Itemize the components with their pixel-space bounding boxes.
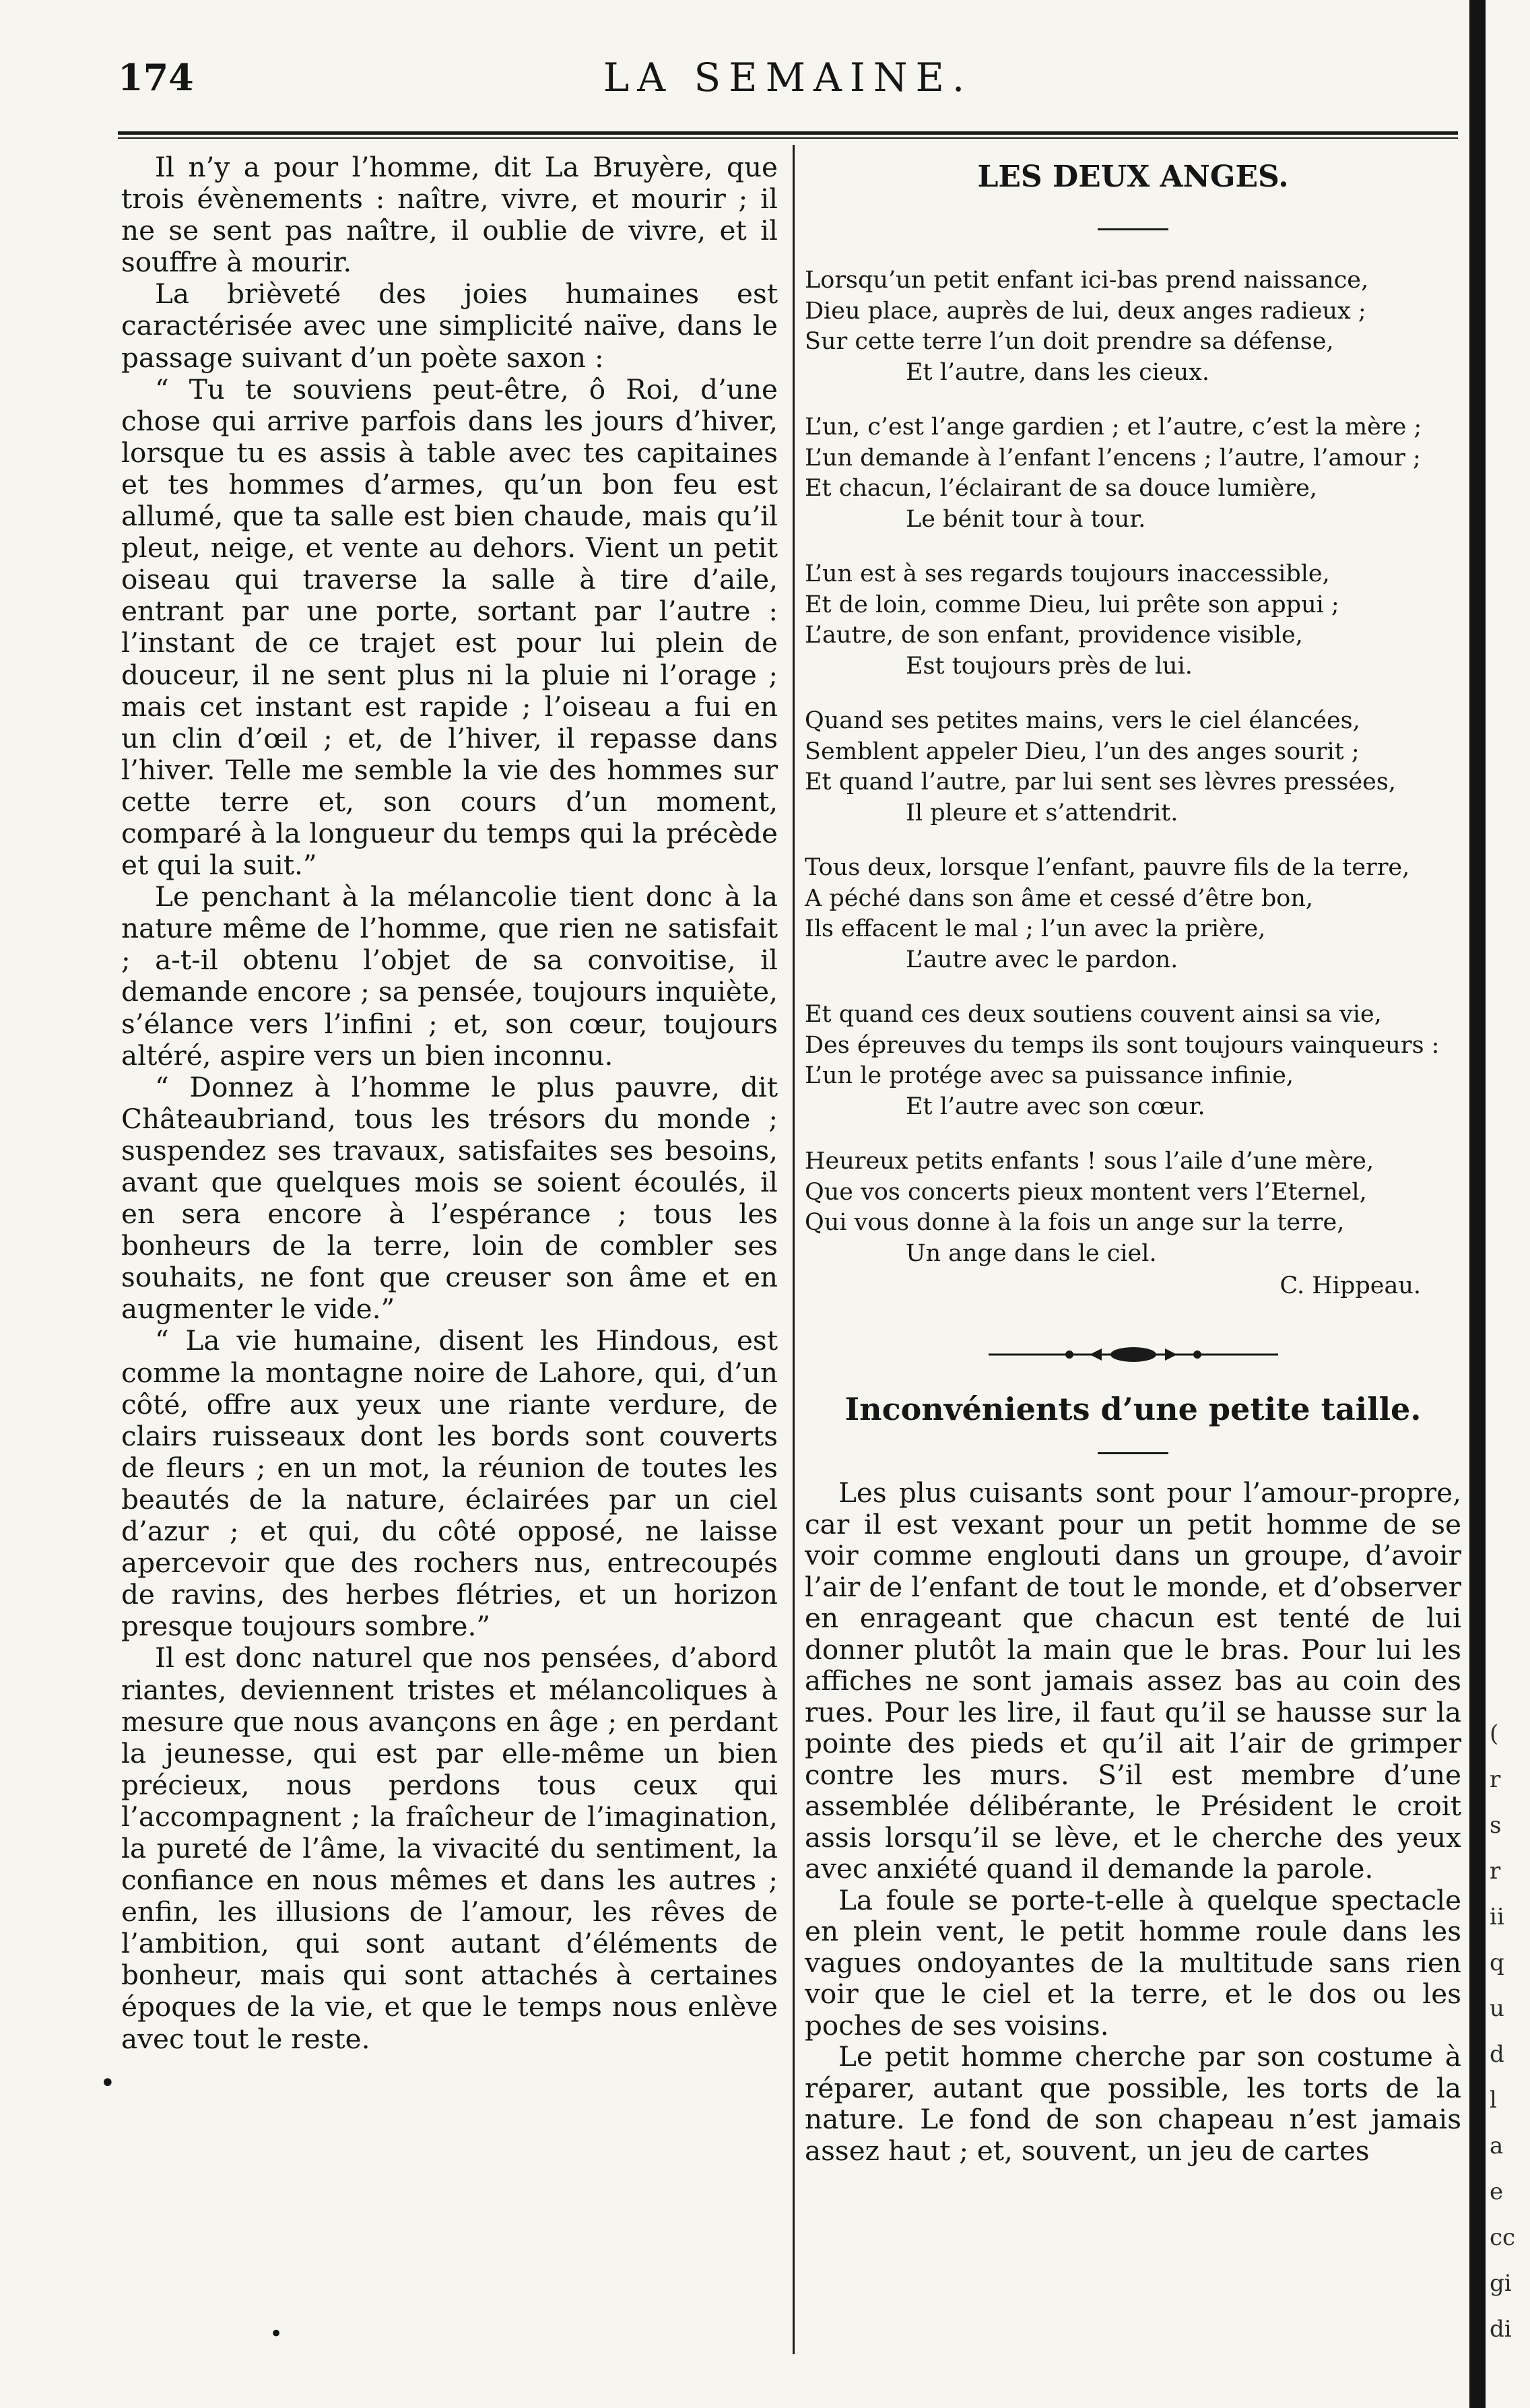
journal-title: LA SEMAINE.: [603, 55, 973, 100]
header-rule: [118, 131, 1458, 135]
margin-fragment: cc: [1490, 2224, 1516, 2251]
poem-line: A péché dans son âme et cessé d’être bon,: [805, 884, 1313, 912]
paragraph: La brièveté des joies humaines est caractérisée avec une simplicité naïve, dans le passage suivant d’un poète saxon :: [121, 278, 778, 374]
margin-fragment: r: [1490, 1858, 1501, 1885]
poem-line: Et l’autre avec son cœur.: [906, 1093, 1205, 1120]
poem-stanza: [805, 853, 1461, 975]
header-rule-thin: [118, 137, 1458, 139]
poem-line: Il pleure et s’attendrit.: [906, 799, 1178, 826]
page-header: [118, 51, 1458, 104]
paragraph: Les plus cuisants sont pour l’amour-propre, car il est vexant pour un petit homme de se voir comme englouti dans un groupe, d’avoir l’air de l’enfant de tout le monde, et d’observer en enrageant que chacun est tenté de lui donner plutôt la main que le bras. Pour lui les affiches ne sont jamais assez bas au coin des rues. Pour les lire, il faut qu’il se hausse sur la pointe des pieds et qu’il ait l’air de grimper contre les murs. S’il est membre d’une assemblée délibérante, le Président le croit assis lorsqu’il se lève, et le cherche des yeux avec anxiété quand il demande la parole.: [805, 1476, 1461, 1885]
paragraph: Il n’y a pour l’homme, dit La Bruyère, que trois évènements : naître, vivre, et mourir ; il ne se sent pas naître, il oublie de vivre, et il souffre à mourir.: [121, 151, 778, 279]
poem-line: Sur cette terre l’un doit prendre sa défense,: [805, 328, 1334, 355]
margin-fragments: [1490, 1711, 1530, 2352]
poem-line: Et quand l’autre, par lui sent ses lèvres pressées,: [805, 769, 1396, 795]
margin-fragment: u: [1490, 1995, 1504, 2022]
title-dash: [1098, 1452, 1168, 1454]
poem-line: Dieu place, auprès de lui, deux anges radieux ;: [805, 297, 1366, 325]
ornament-divider: [989, 1344, 1278, 1365]
paragraph: La foule se porte-t-elle à quelque spectacle en plein vent, le petit homme roule dans les vagues ondoyantes de la multitude sans rien voir que le ciel et la terre, et le dos ou les poches de ses voisins.: [805, 1883, 1461, 2042]
poem-stanza: [805, 706, 1461, 828]
poem-title: LES DEUX ANGES.: [977, 160, 1289, 194]
poem-stanza: [805, 559, 1461, 682]
poem-line: Ils effacent le mal ; l’un avec la prière,: [805, 915, 1266, 942]
poem-line: L’un, c’est l’ange gardien ; et l’autre, c’est la mère ;: [805, 414, 1422, 441]
poem-line: Tous deux, lorsque l’enfant, pauvre fils de la terre,: [805, 854, 1410, 881]
column-divider: [793, 145, 795, 2354]
article-title: Inconvénients d’une petite taille.: [844, 1391, 1422, 1427]
poem-stanza: [805, 1000, 1461, 1122]
poem-author: C. Hippeau.: [1279, 1272, 1421, 1299]
poem-line: L’autre avec le pardon.: [906, 946, 1178, 973]
poem-line: Et l’autre, dans les cieux.: [906, 358, 1210, 386]
poem-stanza: [805, 265, 1461, 388]
poem-line: Est toujours près de lui.: [906, 652, 1193, 680]
paragraph: Le petit homme cherche par son costume à réparer, autant que possible, les torts de la nature. Le fond de son chapeau n’est jamais assez haut ; et, souvent, un jeu de cartes: [805, 2040, 1461, 2167]
left-column: [121, 152, 778, 2055]
poem-stanza: [805, 412, 1461, 535]
page-number: 174: [118, 56, 194, 99]
margin-fragment: s: [1490, 1812, 1502, 1839]
poem-line: L’un demande à l’enfant l’encens ; l’autre, l’amour ;: [805, 444, 1421, 471]
poem-line: Semblent appeler Dieu, l’un des anges sourit ;: [805, 738, 1360, 765]
poem-stanza: [805, 1146, 1461, 1269]
poem-line: Le bénit tour à tour.: [906, 505, 1146, 533]
poem-line: Quand ses petites mains, vers le ciel élancées,: [805, 707, 1360, 734]
poem-line: Un ange dans le ciel.: [906, 1239, 1157, 1267]
poem-line: L’un est à ses regards toujours inaccessible,: [805, 560, 1330, 587]
margin-fragment: a: [1490, 2133, 1504, 2159]
title-dash: [1098, 228, 1168, 230]
margin-fragment: q: [1490, 1949, 1504, 1976]
paragraph: “ Tu te souviens peut-être, ô Roi, d’une chose qui arrive parfois dans les jours d’hiver, lorsque tu es assis à table avec tes capitaines et tes hommes d’armes, qu’un bon feu est allumé, que ta salle est bien chaude, mais qu’il pleut, neige, et vente au dehors. Vient un petit oiseau qui traverse la salle à tire d’aile, entrant par une porte, sortant par l’autre : l’instant de ce trajet est pour lui plein de douceur, il ne sent plus ni la pluie ni l’orage ; mais cet instant est rapide ; l’oiseau a fui en un clin d’œil ; et, de l’hiver, il repasse dans l’hiver. Telle me semble la vie des hommes sur cette terre et, son cours d’un moment, comparé à la longueur du temps qui la précède et qui la suit.”: [121, 372, 778, 882]
poem-line: Des épreuves du temps ils sont toujours vainqueurs :: [805, 1031, 1440, 1059]
poem-line: L’autre, de son enfant, providence visible,: [805, 622, 1303, 649]
poem-line: Lorsqu’un petit enfant ici-bas prend naissance,: [805, 267, 1369, 294]
poem-line: Heureux petits enfants ! sous l’aile d’une mère,: [805, 1148, 1374, 1175]
margin-fragment: gi: [1490, 2270, 1512, 2297]
margin-bullet: •: [100, 2068, 116, 2099]
margin-fragment: di: [1490, 2316, 1512, 2343]
margin-fragment: l: [1490, 2087, 1497, 2114]
paragraph: “ Donnez à l’homme le plus pauvre, dit Châteaubriand, tous les trésors du monde ; suspendez ses travaux, satisfaites ses besoins, avant que quelques mois se soient écoulés, il en sera encore à l’espérance ; tous les bonheurs de la terre, loin de combler ses souhaits, ne font que creuser son âme et en augmenter le vide.”: [121, 1070, 778, 1326]
print-dot: •: [269, 2320, 284, 2347]
margin-fragment: (: [1490, 1720, 1499, 1747]
poem-line: L’un le protége avec sa puissance infinie,: [805, 1062, 1294, 1089]
margin-fragment: r: [1490, 1766, 1501, 1793]
poem-line: Et quand ces deux soutiens couvent ainsi sa vie,: [805, 1001, 1382, 1028]
margin-fragment: ii: [1490, 1903, 1504, 1930]
poem-line: Que vos concerts pieux montent vers l’Eternel,: [805, 1178, 1367, 1206]
poem-line: Et de loin, comme Dieu, lui prête son appui ;: [805, 591, 1339, 618]
poem-line: Et chacun, l’éclairant de sa douce lumière,: [805, 475, 1317, 502]
article-body: [805, 1477, 1461, 2166]
poem-line: Qui vous donne à la fois un ange sur la terre,: [805, 1209, 1345, 1236]
right-column: [805, 152, 1461, 2166]
margin-fragment: d: [1490, 2041, 1504, 2068]
paragraph: Le penchant à la mélancolie tient donc à la nature même de l’homme, que rien ne satisfait ; a-t-il obtenu l’objet de sa convoitise, il demande encore ; sa pensée, toujours inquiète, s’élance vers l’infini ; et, son cœur, toujours altéré, aspire vers un bien inconnu.: [121, 880, 778, 1072]
binding-edge: [1469, 0, 1486, 2408]
margin-fragment: e: [1490, 2178, 1504, 2205]
paragraph: Il est donc naturel que nos pensées, d’abord riantes, deviennent tristes et mélancoliques à mesure que nous avançons en âge ; en perdant la jeunesse, qui est par elle-même un bien précieux, nous perdons tous ceux qui l’accompagnent ; la fraîcheur de l’imagination, la pureté de l’âme, la vivacité du sentiment, la confiance en nous mêmes et dans les autres ; enfin, les illusions de l’amour, les rêves de l’ambition, qui sont autant d’éléments de bonheur, mais qui sont attachés à certaines époques de la vie, et que le temps nous enlève avec tout le reste.: [121, 1641, 778, 2055]
paragraph: “ La vie humaine, disent les Hindous, est comme la montagne noire de Lahore, qui, d’un côté, offre aux yeux une riante verdure, de clairs ruisseaux dont les bords sont couverts de fleurs ; en un mot, la réunion de toutes les beautés de la nature, éclairées par un ciel d’azur ; et qui, du côté opposé, ne laisse apercevoir que des rochers nus, entrecoupés de ravins, des herbes flétries, et un horizon presque toujours sombre.”: [121, 1324, 778, 1643]
